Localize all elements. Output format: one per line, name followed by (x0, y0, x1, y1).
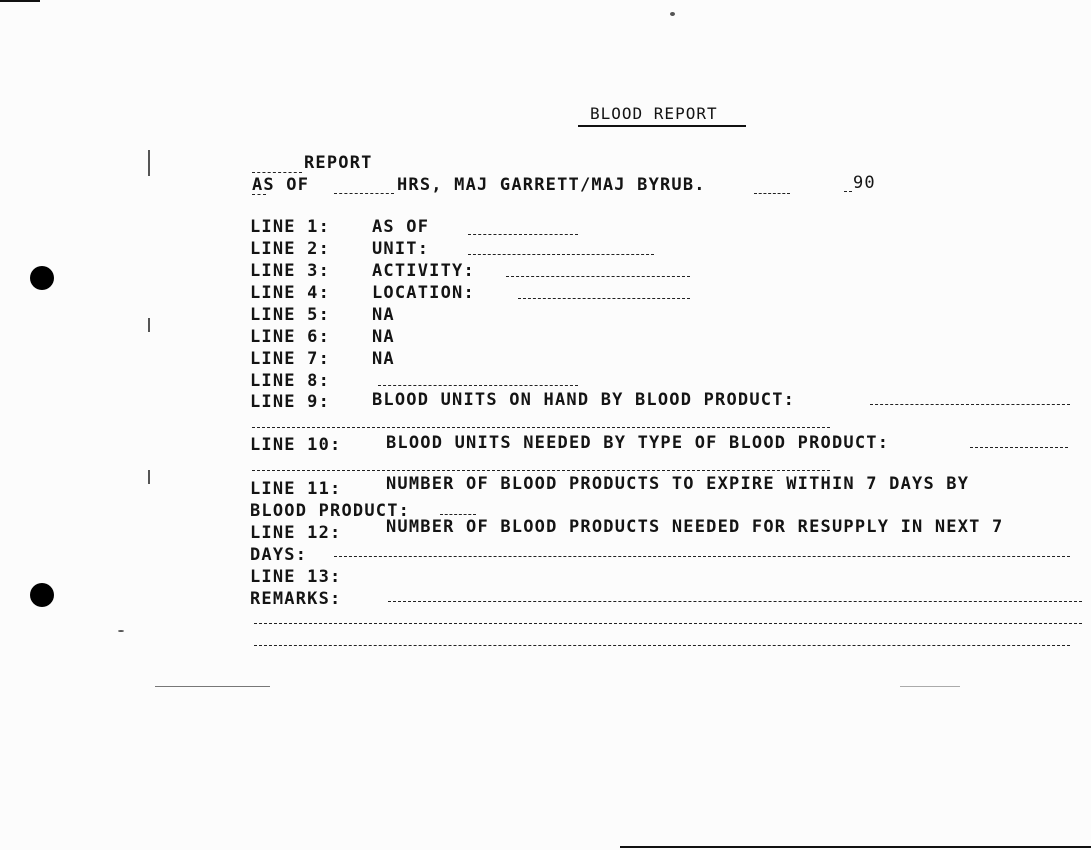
line-6-label: LINE 6: (250, 327, 331, 347)
line-5-label: LINE 5: (250, 305, 331, 325)
line-11-text: NUMBER OF BLOOD PRODUCTS TO EXPIRE WITHIN 7 DAYS BY (386, 474, 970, 494)
line-1-label: LINE 1: (250, 217, 331, 237)
line-2-blank (468, 254, 654, 255)
line-12-continuation: DAYS: (250, 545, 308, 565)
line-5-text: NA (372, 305, 395, 325)
report-label: REPORT (304, 153, 373, 173)
line-4-text: LOCATION: (372, 283, 475, 303)
line-8-label: LINE 8: (250, 371, 331, 391)
scan-speck (148, 470, 150, 484)
line-10-blank (970, 447, 1068, 448)
line-4-blank (518, 298, 690, 299)
line-10-blank-cont (252, 470, 830, 471)
scan-speck (670, 12, 675, 16)
line-3-text: ACTIVITY: (372, 261, 475, 281)
scan-speck (155, 686, 270, 687)
punch-hole-bottom (30, 583, 54, 607)
line-3-blank (506, 276, 690, 277)
line-9-text: BLOOD UNITS ON HAND BY BLOOD PRODUCT: (372, 390, 796, 410)
title-underline (578, 125, 746, 127)
line-9-label: LINE 9: (250, 392, 331, 412)
line-9-blank-cont (252, 427, 830, 428)
as-of-year-blank (844, 191, 852, 192)
line-11-label: LINE 11: (250, 479, 342, 499)
line-3-label: LINE 3: (250, 261, 331, 281)
scan-edge-bottom (620, 846, 1091, 848)
as-of-year: 90 (853, 173, 876, 193)
line-2-label: LINE 2: (250, 239, 331, 259)
line-11-blank (440, 514, 476, 515)
line-7-text: NA (372, 349, 395, 369)
page-title: BLOOD REPORT (590, 104, 718, 123)
as-of-label: AS OF (252, 175, 310, 195)
line-12-label: LINE 12: (250, 523, 342, 543)
remarks-blank-3 (254, 645, 1070, 646)
line-2-text: UNIT: (372, 239, 430, 259)
line-13-label: LINE 13: (250, 567, 342, 587)
line-7-label: LINE 7: (250, 349, 331, 369)
line-1-text: AS OF (372, 217, 430, 237)
remarks-label: REMARKS: (250, 589, 342, 609)
scan-speck (900, 686, 960, 687)
line-11-continuation: BLOOD PRODUCT: (250, 501, 411, 521)
as-of-date-blank (754, 193, 790, 194)
scan-speck (148, 318, 150, 332)
line-1-blank (468, 234, 578, 235)
line-4-label: LINE 4: (250, 283, 331, 303)
as-of-underline (252, 194, 266, 195)
as-of-time-blank (334, 193, 394, 194)
line-6-text: NA (372, 327, 395, 347)
line-12-text: NUMBER OF BLOOD PRODUCTS NEEDED FOR RESUPPLY IN NEXT 7 (386, 517, 1004, 537)
remarks-blank-1 (388, 601, 1082, 602)
scan-speck (148, 150, 150, 176)
report-blank (252, 172, 302, 173)
line-9-blank (870, 404, 1070, 405)
line-8-blank (378, 385, 578, 386)
line-10-text: BLOOD UNITS NEEDED BY TYPE OF BLOOD PRODUCT: (386, 433, 890, 453)
line-10-label: LINE 10: (250, 435, 342, 455)
line-12-blank (334, 556, 1070, 557)
remarks-blank-2 (254, 623, 1082, 624)
scan-edge-top (0, 0, 40, 2)
punch-hole-top (30, 266, 54, 290)
scan-speck (118, 630, 124, 632)
as-of-signature-line: HRS, MAJ GARRETT/MAJ BYRUB. (397, 175, 706, 195)
